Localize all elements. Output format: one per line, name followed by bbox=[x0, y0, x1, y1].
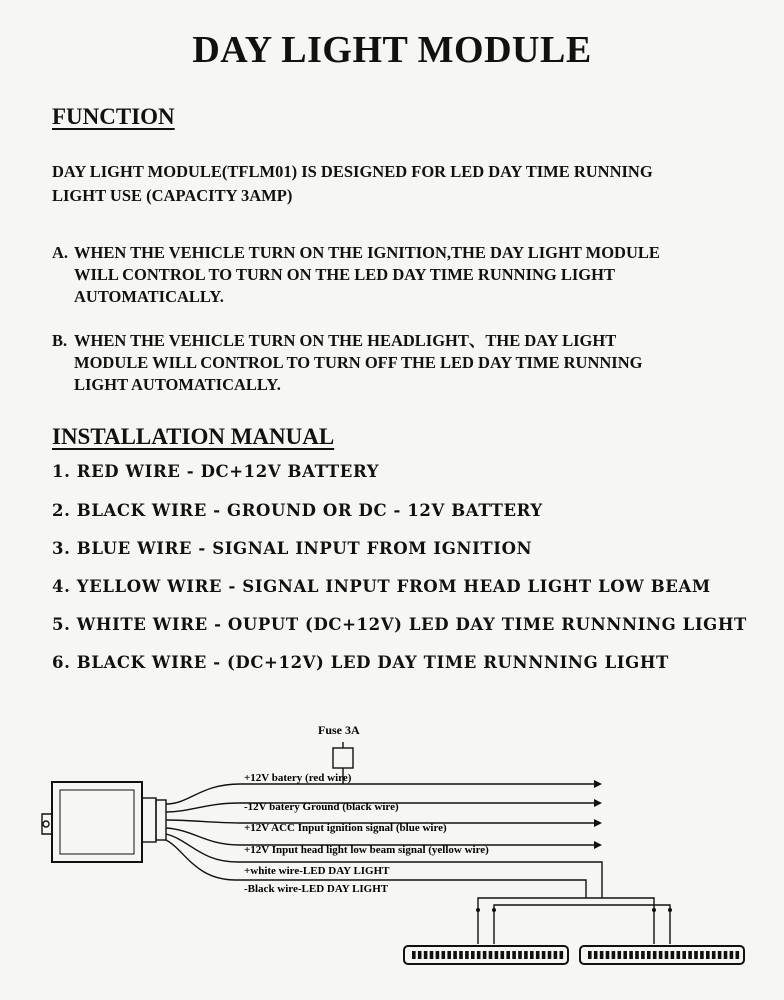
item-label: A. bbox=[52, 243, 69, 262]
item-label: B. bbox=[52, 331, 68, 350]
led-cell bbox=[536, 951, 540, 959]
led-cell bbox=[412, 951, 416, 959]
junction-dot bbox=[476, 908, 480, 912]
item-line: WHEN THE VEHICLE TURN ON THE IGNITION,THE DAY LIGHT MODULE bbox=[74, 243, 660, 262]
function-heading: FUNCTION bbox=[52, 104, 175, 129]
led-cell bbox=[548, 951, 552, 959]
led-cell bbox=[518, 951, 522, 959]
led-cell bbox=[641, 951, 645, 959]
installation-step: 6. BLACK WIRE - (DC+12V) LED DAY TIME RUNNNING LIGHT bbox=[52, 653, 669, 672]
led-cell bbox=[447, 951, 451, 959]
led-bus-b2 bbox=[602, 905, 670, 944]
junction-dot bbox=[668, 908, 672, 912]
installation-heading: INSTALLATION MANUAL bbox=[52, 424, 335, 449]
fuse-label: Fuse 3A bbox=[318, 723, 360, 737]
led-cell bbox=[471, 951, 475, 959]
wire-label-red: +12V batery (red wire) bbox=[244, 772, 352, 784]
led-cell bbox=[706, 951, 710, 959]
led-cell bbox=[430, 951, 434, 959]
led-cell bbox=[694, 951, 698, 959]
item-line: AUTOMATICALLY. bbox=[74, 287, 224, 306]
wire-label-white: +white wire-LED DAY LIGHT bbox=[244, 865, 390, 877]
junction-dot bbox=[492, 908, 496, 912]
led-cell bbox=[653, 951, 657, 959]
led-cell bbox=[671, 951, 675, 959]
function-line-1: DAY LIGHT MODULE(TFLM01) IS DESIGNED FOR LED DAY TIME RUNNING bbox=[52, 162, 653, 181]
mounting-hole bbox=[43, 821, 49, 827]
led-cell bbox=[542, 951, 546, 959]
led-cell bbox=[489, 951, 493, 959]
led-cell bbox=[712, 951, 716, 959]
junction-dot bbox=[652, 908, 656, 912]
led-cell bbox=[483, 951, 487, 959]
led-cell bbox=[700, 951, 704, 959]
installation-step: 1. RED WIRE - DC+12V BATTERY bbox=[52, 462, 380, 481]
led-bus-b bbox=[494, 905, 602, 944]
led-cell bbox=[524, 951, 528, 959]
wire-label-black-ground: -12V batery Ground (black wire) bbox=[244, 801, 399, 813]
led-cell bbox=[688, 951, 692, 959]
installation-step: 5. WHITE WIRE - OUPUT (DC+12V) LED DAY TIME RUNNNING LIGHT bbox=[52, 615, 747, 634]
led-cell bbox=[718, 951, 722, 959]
arrow-head bbox=[594, 841, 602, 849]
page-title: DAY LIGHT MODULE bbox=[192, 29, 592, 71]
led-cell bbox=[629, 951, 633, 959]
fuse-body bbox=[333, 748, 353, 768]
arrow-head bbox=[594, 780, 602, 788]
arrow-head bbox=[594, 819, 602, 827]
led-cell bbox=[665, 951, 669, 959]
led-cell bbox=[682, 951, 686, 959]
module-box bbox=[52, 782, 142, 862]
wire-label-black-led: -Black wire-LED DAY LIGHT bbox=[244, 883, 389, 895]
led-cell bbox=[677, 951, 681, 959]
led-cell bbox=[594, 951, 598, 959]
led-cell bbox=[530, 951, 534, 959]
led-cell bbox=[606, 951, 610, 959]
item-line: MODULE WILL CONTROL TO TURN OFF THE LED DAY TIME RUNNING bbox=[74, 353, 643, 372]
led-cell bbox=[459, 951, 463, 959]
led-cell bbox=[424, 951, 428, 959]
led-cell bbox=[554, 951, 558, 959]
led-cell bbox=[442, 951, 446, 959]
led-cell bbox=[588, 951, 592, 959]
arrow-head bbox=[594, 799, 602, 807]
item-line: WILL CONTROL TO TURN ON THE LED DAY TIME RUNNING LIGHT bbox=[74, 265, 615, 284]
led-cell bbox=[612, 951, 616, 959]
led-cell bbox=[477, 951, 481, 959]
led-cell bbox=[436, 951, 440, 959]
item-line: WHEN THE VEHICLE TURN ON THE HEADLIGHT、THE DAY LIGHT bbox=[74, 331, 617, 350]
connector-block bbox=[142, 798, 156, 842]
led-cell bbox=[647, 951, 651, 959]
installation-step: 4. YELLOW WIRE - SIGNAL INPUT FROM HEAD LIGHT LOW BEAM bbox=[52, 577, 711, 596]
led-cell bbox=[600, 951, 604, 959]
led-cell bbox=[623, 951, 627, 959]
led-cell bbox=[465, 951, 469, 959]
led-cell bbox=[736, 951, 740, 959]
connector-block bbox=[156, 800, 166, 840]
led-cell bbox=[560, 951, 564, 959]
led-cell bbox=[501, 951, 505, 959]
led-cell bbox=[506, 951, 510, 959]
led-cell bbox=[730, 951, 734, 959]
module-inner bbox=[60, 790, 134, 854]
led-cell bbox=[453, 951, 457, 959]
led-cell bbox=[495, 951, 499, 959]
led-cell bbox=[512, 951, 516, 959]
item-line: LIGHT AUTOMATICALLY. bbox=[74, 375, 281, 394]
led-cell bbox=[418, 951, 422, 959]
installation-step: 2. BLACK WIRE - GROUND OR DC - 12V BATTERY bbox=[52, 501, 543, 520]
wire-label-yellow: +12V Input head light low beam signal (yellow wire) bbox=[244, 844, 489, 856]
function-line-2: LIGHT USE (CAPACITY 3AMP) bbox=[52, 186, 293, 205]
led-cell bbox=[659, 951, 663, 959]
led-cell bbox=[635, 951, 639, 959]
wire-label-blue: +12V ACC Input ignition signal (blue wire) bbox=[244, 822, 447, 834]
led-cell bbox=[618, 951, 622, 959]
led-cell bbox=[724, 951, 728, 959]
installation-step: 3. BLUE WIRE - SIGNAL INPUT FROM IGNITION bbox=[52, 539, 533, 558]
